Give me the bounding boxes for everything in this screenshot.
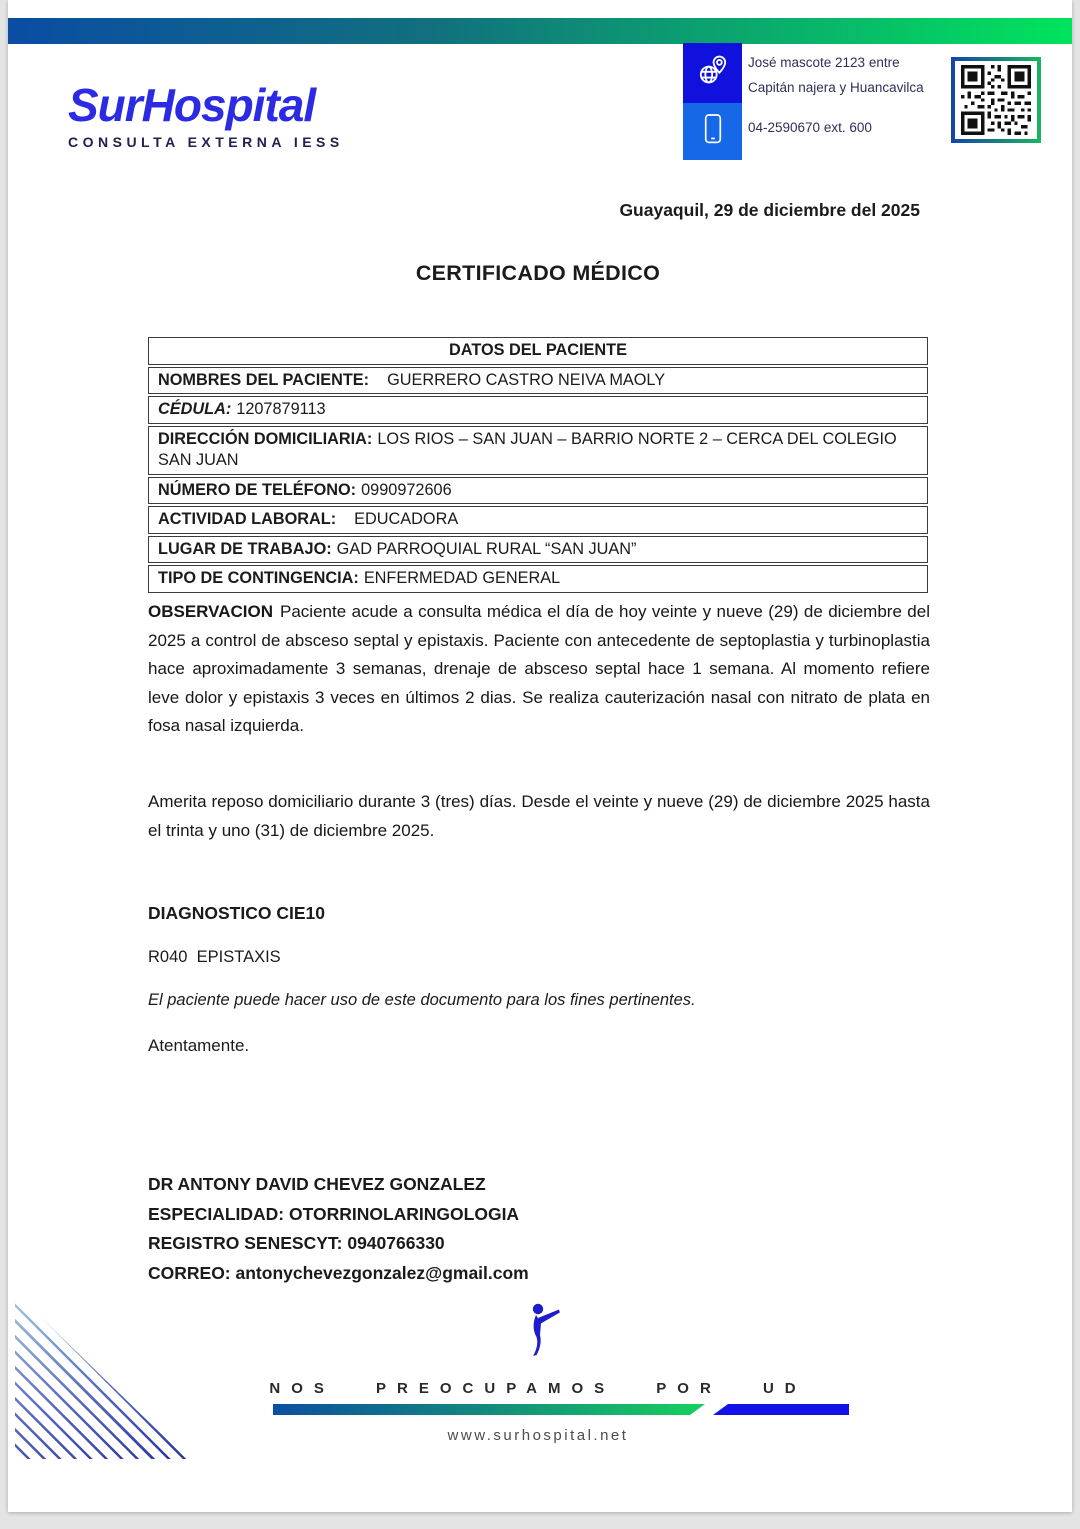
row-value: GUERRERO CASTRO NEIVA MAOLY xyxy=(387,370,666,389)
observation-paragraph xyxy=(148,598,930,741)
footer-website: www.surhospital.net xyxy=(447,1427,629,1444)
row-label: LUGAR DE TRABAJO: xyxy=(158,539,332,558)
doctor-email: CORREO: antonychevezgonzalez@gmail.com xyxy=(148,1262,529,1283)
row-label: NOMBRES DEL PACIENTE: xyxy=(158,370,370,389)
page-title: CERTIFICADO MÉDICO xyxy=(415,261,661,285)
row-label: NÚMERO DE TELÉFONO: xyxy=(158,480,357,499)
table-row-lugar xyxy=(148,536,928,564)
address-text xyxy=(748,50,958,100)
patient-data-table xyxy=(148,337,928,595)
row-label: CÉDULA: xyxy=(158,400,232,418)
logo-subtitle: CONSULTA EXTERNA IESS xyxy=(68,134,344,150)
smartphone-icon xyxy=(698,112,728,151)
jumping-person-icon xyxy=(517,1302,563,1363)
table-row-telefono xyxy=(148,477,928,505)
row-label: ACTIVIDAD LABORAL: xyxy=(158,510,337,528)
observation-text: Paciente acude a consulta médica el día de hoy veinte y nueve (29) de diciembre del 2025 a control de absceso septal y epistaxis. Paciente con antecedente de septoplastia y turbinoplastia hace aproximadamente 3 semanas, drenaje de absceso septal hace 1 semana. Al momento refiere leve dolor y epistaxis 3 veces en últimos 2 dias. Se realiza cauterización nasal con nitrato de plata en fosa nasal izquierda. xyxy=(148,602,930,735)
doctor-signature-block xyxy=(148,1170,529,1288)
qr-code xyxy=(951,57,1041,143)
table-row-direccion xyxy=(148,426,928,475)
table-header: DATOS DEL PACIENTE xyxy=(148,337,928,365)
row-label: TIPO DE CONTINGENCIA: xyxy=(158,569,359,587)
footer-gradient-bar xyxy=(273,1404,705,1415)
diagnosis-heading: DIAGNOSTICO CIE10 xyxy=(148,903,325,923)
row-value: 0990972606 xyxy=(361,480,452,499)
row-value: GAD PARROQUIAL RURAL “SAN JUAN” xyxy=(336,539,637,558)
table-row-actividad xyxy=(148,506,928,534)
table-row-contingencia xyxy=(148,565,928,593)
globe-pin-icon xyxy=(696,54,730,93)
row-value: 1207879113 xyxy=(236,400,326,418)
phone-icon-tile xyxy=(683,103,742,160)
address-line-1: José mascote 2123 entre xyxy=(748,55,900,70)
phone-number: 04-2590670 ext. 600 xyxy=(748,120,872,135)
footer-blue-bar xyxy=(713,1404,849,1415)
diagnosis-code: R040 EPISTAXIS xyxy=(148,948,281,966)
row-label: DIRECCIÓN DOMICILIARIA: xyxy=(158,429,373,448)
closing-text: Atentamente. xyxy=(148,1036,250,1055)
observation-label: OBSERVACION xyxy=(148,602,274,621)
footer-slogan: NOS PREOCUPAMOS POR UD xyxy=(269,1380,807,1397)
row-value: LOS RIOS – SAN JUAN – BARRIO NORTE 2 – CERCA DEL COLEGIO SAN JUAN xyxy=(158,429,897,469)
doctor-name: DR ANTONY DAVID CHEVEZ GONZALEZ xyxy=(148,1174,486,1194)
qr-code-pattern xyxy=(959,65,1033,135)
table-row-nombres xyxy=(148,367,928,395)
footer-figure xyxy=(0,1302,1080,1363)
table-row-cedula xyxy=(148,396,928,424)
address-line-2: Capitán najera y Huancavilca xyxy=(748,80,924,95)
usage-note: El paciente puede hacer uso de este documento para los fines pertinentes. xyxy=(148,991,696,1009)
header-gradient-bar xyxy=(8,18,1072,44)
row-value: EDUCADORA xyxy=(354,510,459,528)
contact-icons xyxy=(683,43,742,160)
logo-wordmark: SurHospital xyxy=(68,79,316,131)
location-icon-tile xyxy=(683,43,742,103)
doctor-registry: REGISTRO SENESCYT: 0940766330 xyxy=(148,1233,445,1253)
rest-paragraph: Amerita reposo domiciliario durante 3 (tres) días. Desde el veinte y nueve (29) de diciembre 2025 hasta el trinta y uno (31) de diciembre 2025. xyxy=(148,792,930,840)
doctor-specialty: ESPECIALIDAD: OTORRINOLARINGOLOGIA xyxy=(148,1203,520,1224)
hospital-logo xyxy=(68,80,344,150)
row-value: ENFERMEDAD GENERAL xyxy=(363,569,561,587)
date-line: Guayaquil, 29 de diciembre del 2025 xyxy=(619,200,920,220)
